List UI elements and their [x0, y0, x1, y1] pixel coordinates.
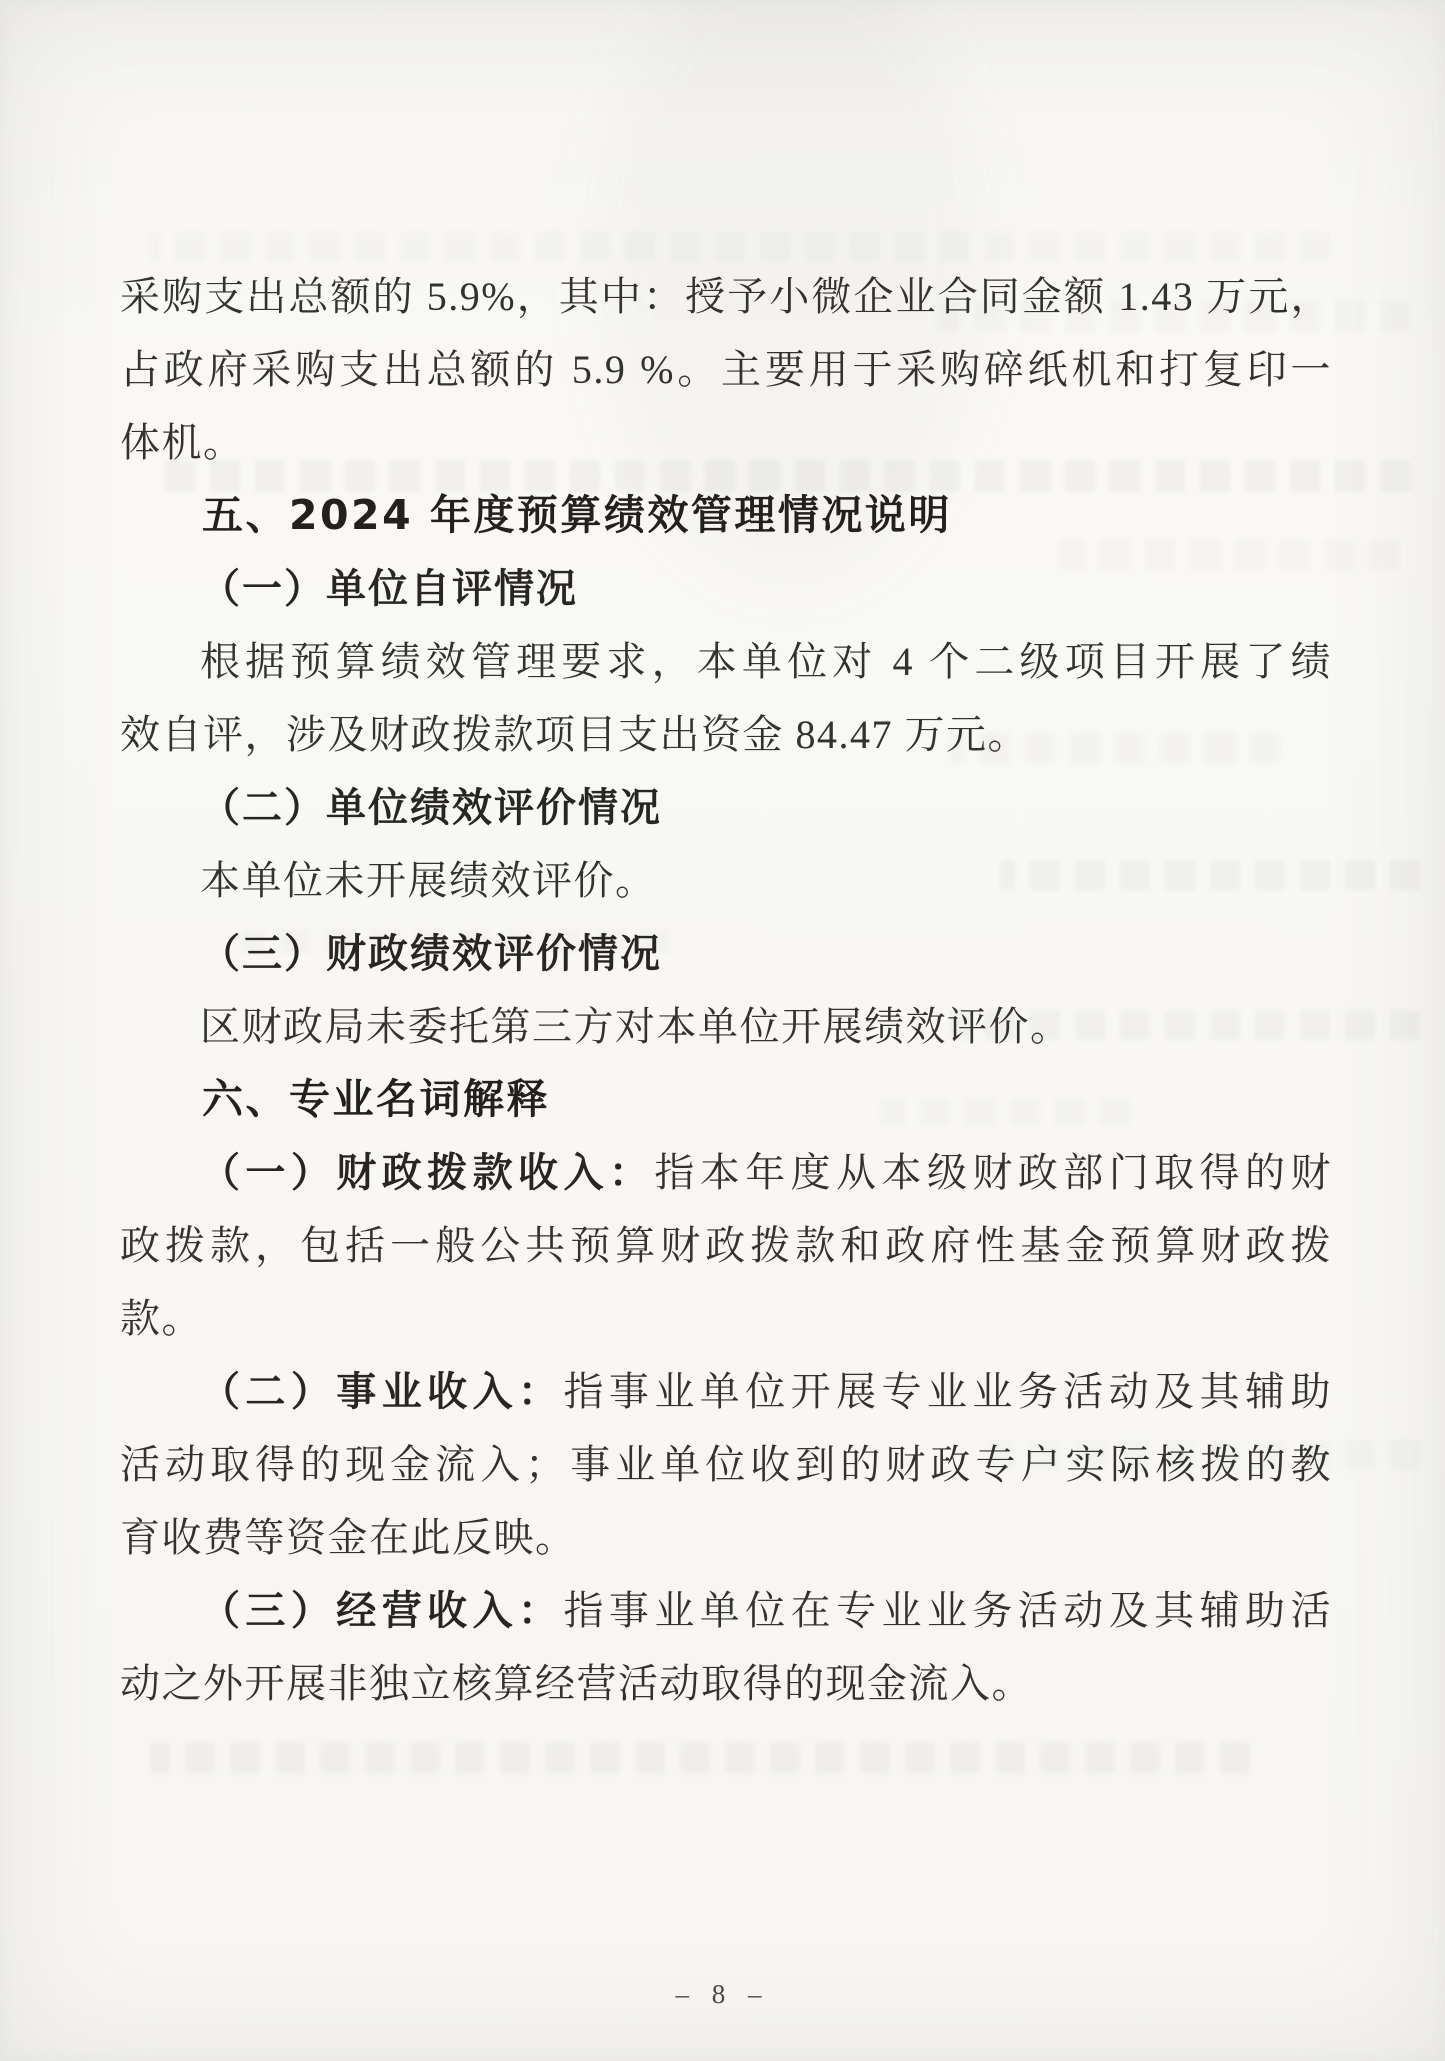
- term-1-definition-start: 指本年度从本级财政部门取得的财: [654, 1150, 1332, 1195]
- term-2-definition-start: 指事业单位开展专业业务活动及其辅助: [563, 1369, 1332, 1414]
- term-3-line-2: 动之外开展非独立核算经营活动取得的现金流入。: [120, 1661, 1033, 1706]
- section-5-item-3-title: （三）财政绩效评价情况: [200, 931, 662, 976]
- term-3-label: （三）经营收入：: [200, 1588, 564, 1633]
- intro-paragraph-line-1: 采购支出总额的 5.9%，其中：授予小微企业合同金额 1.43 万元，: [120, 274, 1332, 319]
- section-5-item-2-title: （二）单位绩效评价情况: [200, 785, 662, 830]
- section-5-item-3-line-1: 区财政局未委托第三方对本单位开展绩效评价。: [200, 1004, 1072, 1049]
- section-5-item-1-line-1: 根据预算绩效管理要求，本单位对 4 个二级项目开展了绩: [200, 639, 1332, 684]
- section-5-item-1-title: （一）单位自评情况: [200, 566, 578, 611]
- intro-paragraph-line-2: 占政府采购支出总额的 5.9 %。主要用于采购碎纸机和打复印一: [120, 347, 1332, 392]
- term-2-line-3: 育收费等资金在此反映。: [120, 1515, 577, 1560]
- bleed-through-mark: [150, 232, 1330, 262]
- term-1-line-3: 款。: [120, 1296, 203, 1341]
- page-content: [120, 260, 1332, 1720]
- term-2-label: （二）事业收入：: [200, 1369, 564, 1414]
- term-2-line-1: [120, 1355, 1332, 1428]
- bleed-through-mark: [150, 1742, 1250, 1774]
- section-5-item-1-line-2: 效自评，涉及财政拨款项目支出资金 84.47 万元。: [120, 712, 1029, 757]
- page-number: – 8 –: [675, 1979, 770, 2009]
- term-1-label: （一）财政拨款收入：: [200, 1150, 655, 1195]
- term-1-line-2: 政拨款，包括一般公共预算财政拨款和政府性基金预算财政拨: [120, 1223, 1332, 1268]
- section-5-item-2-line-1: 本单位未开展绩效评价。: [200, 858, 657, 903]
- intro-paragraph-line-3: 体机。: [120, 420, 245, 465]
- term-1-line-1: [120, 1136, 1332, 1209]
- section-6-title: 六、专业名词解释: [202, 1075, 550, 1123]
- term-2-line-2: 活动取得的现金流入；事业单位收到的财政专户实际核拨的教: [120, 1442, 1332, 1487]
- term-3-line-1: [120, 1574, 1332, 1647]
- term-3-definition-start: 指事业单位在专业业务活动及其辅助活: [563, 1588, 1332, 1633]
- section-5-title: 五、2024 年度预算绩效管理情况说明: [202, 491, 952, 539]
